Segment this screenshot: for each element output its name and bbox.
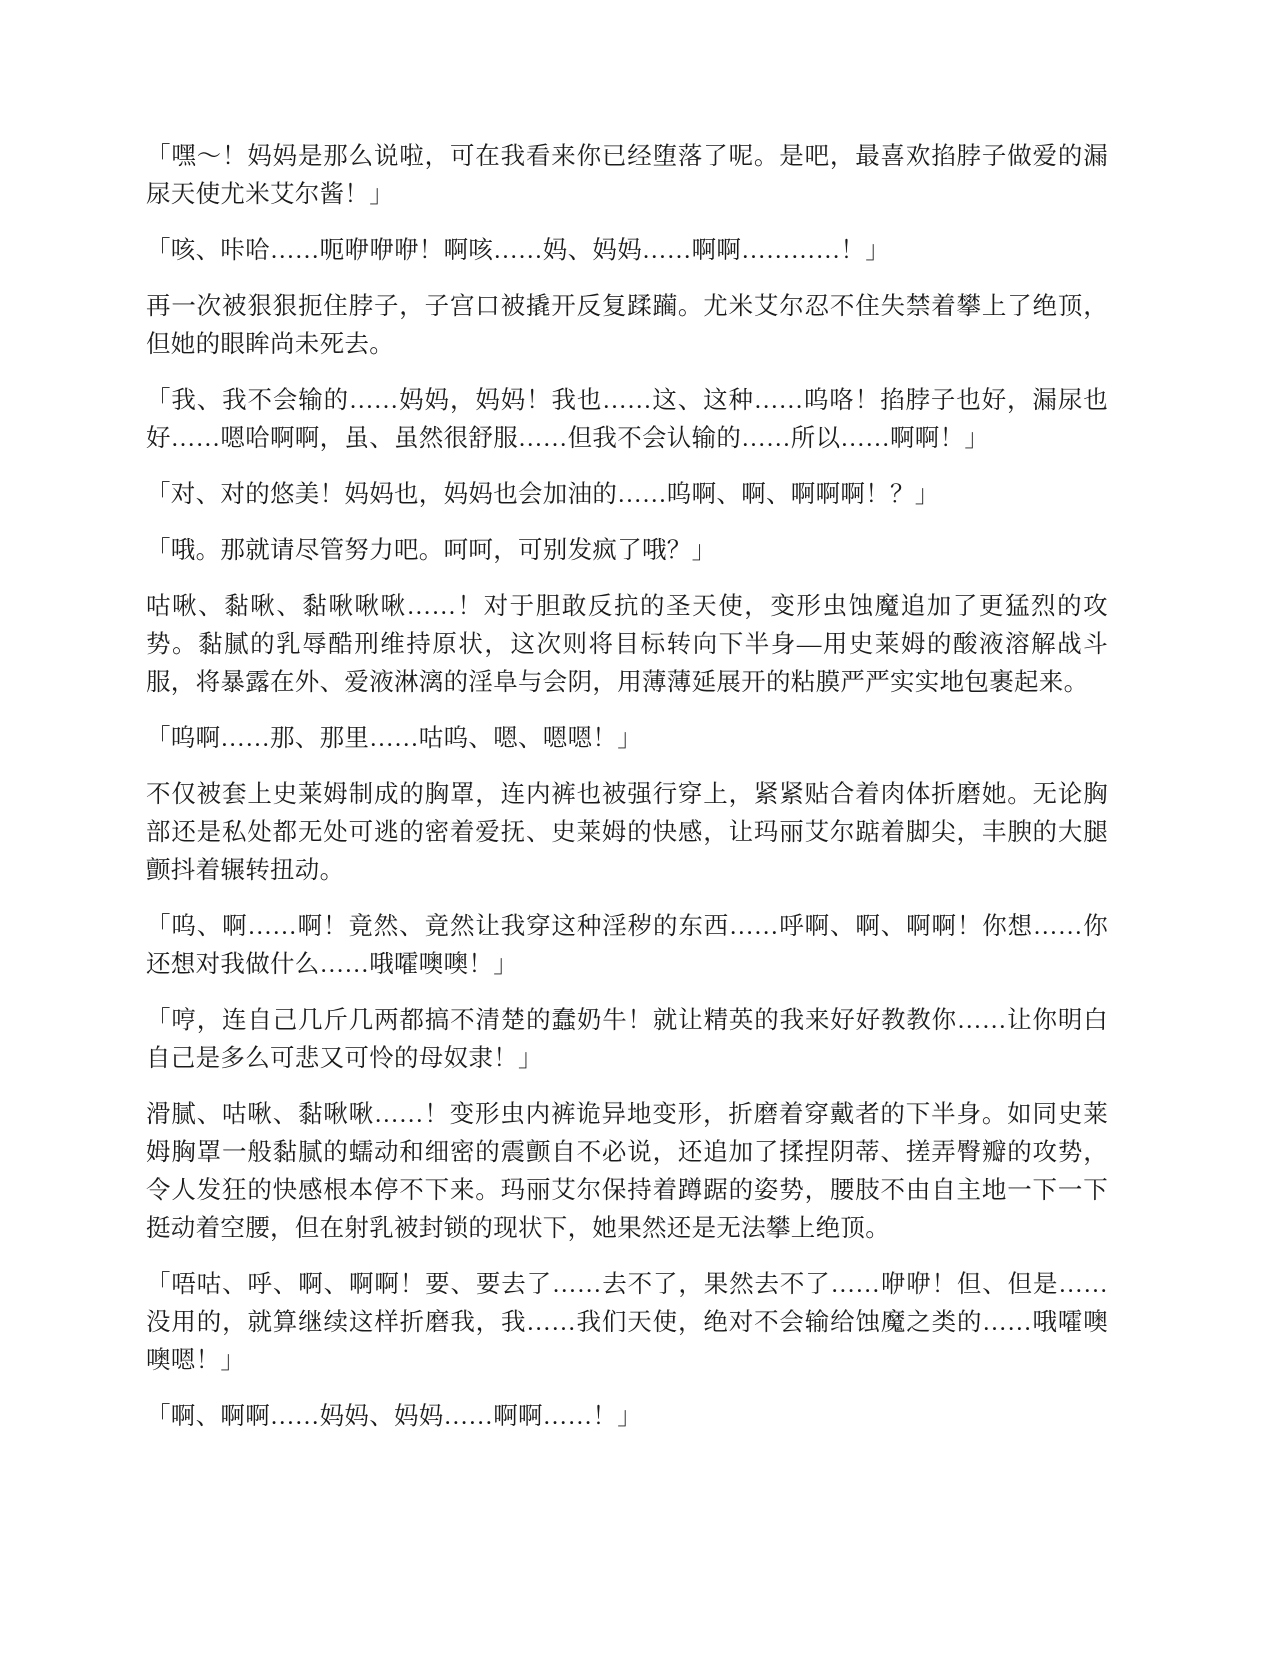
paragraph-dialogue: 「呜啊……那、那里……咕呜、嗯、嗯嗯！」 [146,725,642,752]
paragraph-narration: 再一次被狠狠扼住脖子，子宫口被撬开反复蹂躏。尤米艾尔忍不住失禁着攀上了绝顶，但她的眼眸尚未死去。 [146,293,1108,358]
paragraph-narration: 咕啾、黏啾、黏啾啾啾……！对于胆敢反抗的圣天使，变形虫蚀魔追加了更猛烈的攻势。黏腻的乳辱酷刑维持原状，这次则将目标转向下半身—用史莱姆的酸液溶解战斗服，将暴露在外、爱液淋漓的淫阜与会阴，用薄薄延展开的粘膜严严实实地包裹起来。 [146,593,1108,696]
paragraph-dialogue: 「哼，连自己几斤几两都搞不清楚的蠢奶牛！就让精英的我来好好教教你……让你明白自己是多么可悲又可怜的母奴隶！」 [146,1007,1108,1072]
document-page [146,138,1108,1454]
paragraph-dialogue: 「咳、咔哈……呃咿咿咿！啊咳……妈、妈妈……啊啊…………！」 [146,237,890,264]
paragraph-narration: 不仅被套上史莱姆制成的胸罩，连内裤也被强行穿上，紧紧贴合着肉体折磨她。无论胸部还是私处都无处可逃的密着爱抚、史莱姆的快感，让玛丽艾尔踮着脚尖，丰腴的大腿颤抖着辗转扭动。 [146,781,1108,884]
paragraph-dialogue: 「啊、啊啊……妈妈、妈妈……啊啊……！」 [146,1403,642,1430]
paragraph-dialogue: 「对、对的悠美！妈妈也，妈妈也会加油的……呜啊、啊、啊啊啊！？」 [146,481,940,508]
paragraph-dialogue: 「哦。那就请尽管努力吧。呵呵，可别发疯了哦？」 [146,537,717,564]
paragraph-dialogue: 「嘿～！妈妈是那么说啦，可在我看来你已经堕落了呢。是吧，最喜欢掐脖子做爱的漏尿天使尤米艾尔酱！」 [146,143,1108,208]
paragraph-dialogue: 「呜、啊……啊！竟然、竟然让我穿这种淫秽的东西……呼啊、啊、啊啊！你想……你还想对我做什么……哦嚯噢噢！」 [146,913,1108,978]
paragraph-dialogue: 「我、我不会输的……妈妈，妈妈！我也……这、这种……呜咯！掐脖子也好，漏尿也好……嗯哈啊啊，虽、虽然很舒服……但我不会认输的……所以……啊啊！」 [146,387,1108,452]
paragraph-narration: 滑腻、咕啾、黏啾啾……！变形虫内裤诡异地变形，折磨着穿戴者的下半身。如同史莱姆胸罩一般黏腻的蠕动和细密的震颤自不必说，还追加了揉捏阴蒂、搓弄臀瓣的攻势，令人发狂的快感根本停不下来。玛丽艾尔保持着蹲踞的姿势，腰肢不由自主地一下一下挺动着空腰，但在射乳被封锁的现状下，她果然还是无法攀上绝顶。 [146,1101,1108,1242]
paragraph-dialogue: 「唔咕、呼、啊、啊啊！要、要去了……去不了，果然去不了……咿咿！但、但是……没用的，就算继续这样折磨我，我……我们天使，绝对不会输给蚀魔之类的……哦嚯噢噢嗯！」 [146,1271,1108,1374]
